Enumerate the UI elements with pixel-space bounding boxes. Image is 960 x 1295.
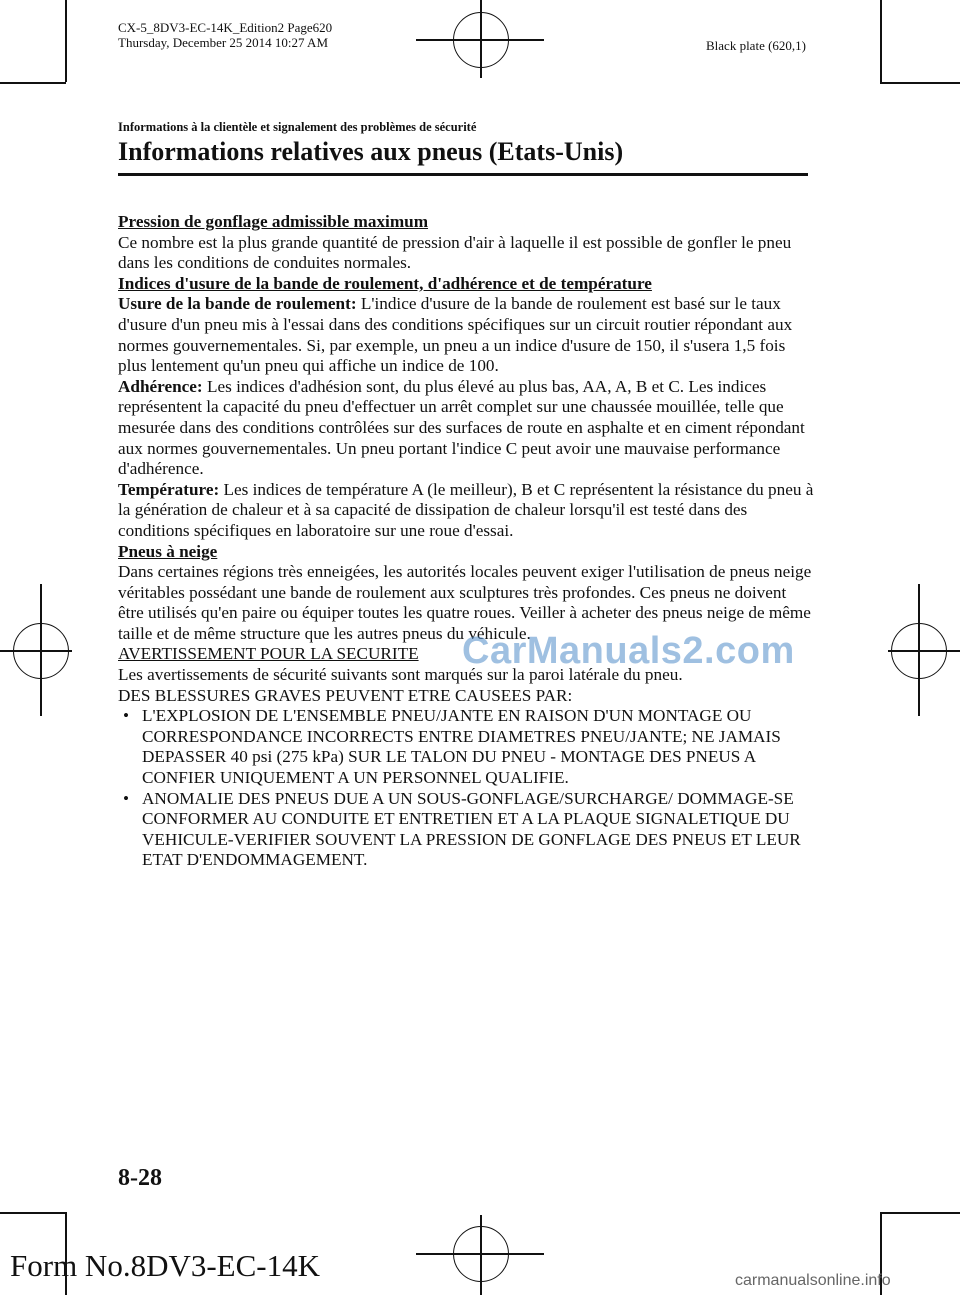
section-heading: Indices d'usure de la bande de roulement, d'adhérence et de température <box>118 273 652 293</box>
term-text: Les indices de température A (le meilleur), B et C représentent la résistance du pneu à la génération de chaleur et à sa capacité de dissipation de chaleur lorsqu'il est testé dans des conditions spécifiques en laboratoire sur une roue d'essai. <box>118 479 814 540</box>
print-date-line: Thursday, December 25 2014 10:27 AM <box>118 35 329 50</box>
paragraph: Ce nombre est la plus grande quantité de pression d'air à laquelle il est possible de gonfler le pneu dans les conditions de conduites normales. <box>118 232 792 273</box>
site-link[interactable]: carmanualsonline.info <box>735 1272 891 1289</box>
form-number: Form No.8DV3-EC-14K <box>10 1248 320 1283</box>
page-content <box>118 212 814 871</box>
breadcrumb: Informations à la clientèle et signalement des problèmes de sécurité <box>118 120 477 134</box>
watermark-text: CarManuals2.com <box>462 630 795 672</box>
bullet-icon: • <box>123 706 130 726</box>
print-file-line: CX-5_8DV3-EC-14K_Edition2 Page620 <box>118 20 333 35</box>
crop-mark <box>880 1212 960 1214</box>
page-title: Informations relatives aux pneus (Etats-Unis) <box>118 137 624 166</box>
paragraph-temperature <box>118 480 814 542</box>
page-number: 8-28 <box>118 1165 162 1191</box>
term-label: Adhérence: <box>118 376 203 396</box>
paragraph-traction <box>118 377 814 480</box>
crop-mark <box>880 0 882 82</box>
registration-target-icon <box>453 12 509 68</box>
crop-mark <box>65 0 67 82</box>
section-heading: AVERTISSEMENT POUR LA SECURITE <box>118 644 419 664</box>
crop-mark <box>880 82 960 84</box>
term-text: Les indices d'adhésion sont, du plus élevé au plus bas, AA, A, B et C. Les indices représentent la capacité du pneu d'effectuer un arrêt complet sur une chaussée mouillée, telle que mesurée dans des conditions contrôlées sur des surfaces de route en asphalte et en ciment répondant aux normes gouvernementales. Un pneu portant l'indice C peut avoir une mauvaise performance d'adhérence. <box>118 376 805 479</box>
crop-mark <box>0 1212 66 1214</box>
list-item: • L'EXPLOSION DE L'ENSEMBLE PNEU/JANTE EN RAISON D'UN MONTAGE OU CORRESPONDANCE INCORRECTS ENTRE DIAMETRES PNEU/JANTE; NE JAMAIS DEPASSER 40 psi (275 kPa) SUR LE TALON DU PNEU - MONTAGE DES PNEUS A CONFIER UNIQUEMENT A UN PERSONNEL QUALIFIE. <box>123 706 781 788</box>
paragraph: Dans certaines régions très enneigées, les autorités locales peuvent exiger l'utilisation de pneus neige véritables possédant une bande de roulement aux sculptures très profondes. Ces pneus ne doivent être utilisés qu'en paire ou équiper toutes les quatre roues. Veiller à acheter des pneus neige de même taille et de même structure que les autres pneus du véhicule. <box>118 562 812 643</box>
term-label: Usure de la bande de roulement: <box>118 294 357 314</box>
list-item: • ANOMALIE DES PNEUS DUE A UN SOUS-GONFLAGE/SURCHARGE/ DOMMAGE-SE CONFORMER AU CONDUITE ET ENTRETIEN ET A LA PLAQUE SIGNALETIQUE DU VEHICULE-VERIFIER SOUVENT LA PRESSION DE GONFLAGE DES PNEUS ET LEUR ETAT D'ENDOMMAGEMENT. <box>123 788 801 870</box>
paragraph-caps: DES BLESSURES GRAVES PEUVENT ETRE CAUSEES PAR: <box>118 685 573 705</box>
registration-target-icon <box>13 623 69 679</box>
paragraph: Les avertissements de sécurité suivants sont marqués sur la paroi latérale du pneu. <box>118 665 683 685</box>
warning-list <box>118 706 814 871</box>
registration-target-icon <box>453 1226 509 1282</box>
term-text: L'indice d'usure de la bande de roulement est basé sur le taux d'usure d'un pneu mis à l'essai dans des conditions spécifiques sur un circuit routier répondant aux normes gouvernementales. Si, par exemple, un pneu a un indice d'usure de 150, il s'usera 1,5 fois plus lentement qu'un pneu qui affiche un indice de 100. <box>118 294 793 376</box>
registration-target-icon <box>891 623 947 679</box>
section-heading: Pression de gonflage admissible maximum <box>118 212 429 231</box>
paragraph-treadwear <box>118 294 814 376</box>
bullet-icon: • <box>123 788 130 808</box>
crop-mark <box>0 82 66 84</box>
title-rule <box>118 173 808 176</box>
section-heading: Pneus à neige <box>118 541 218 561</box>
term-label: Température: <box>118 479 220 499</box>
print-plate: Black plate (620,1) <box>706 38 806 53</box>
